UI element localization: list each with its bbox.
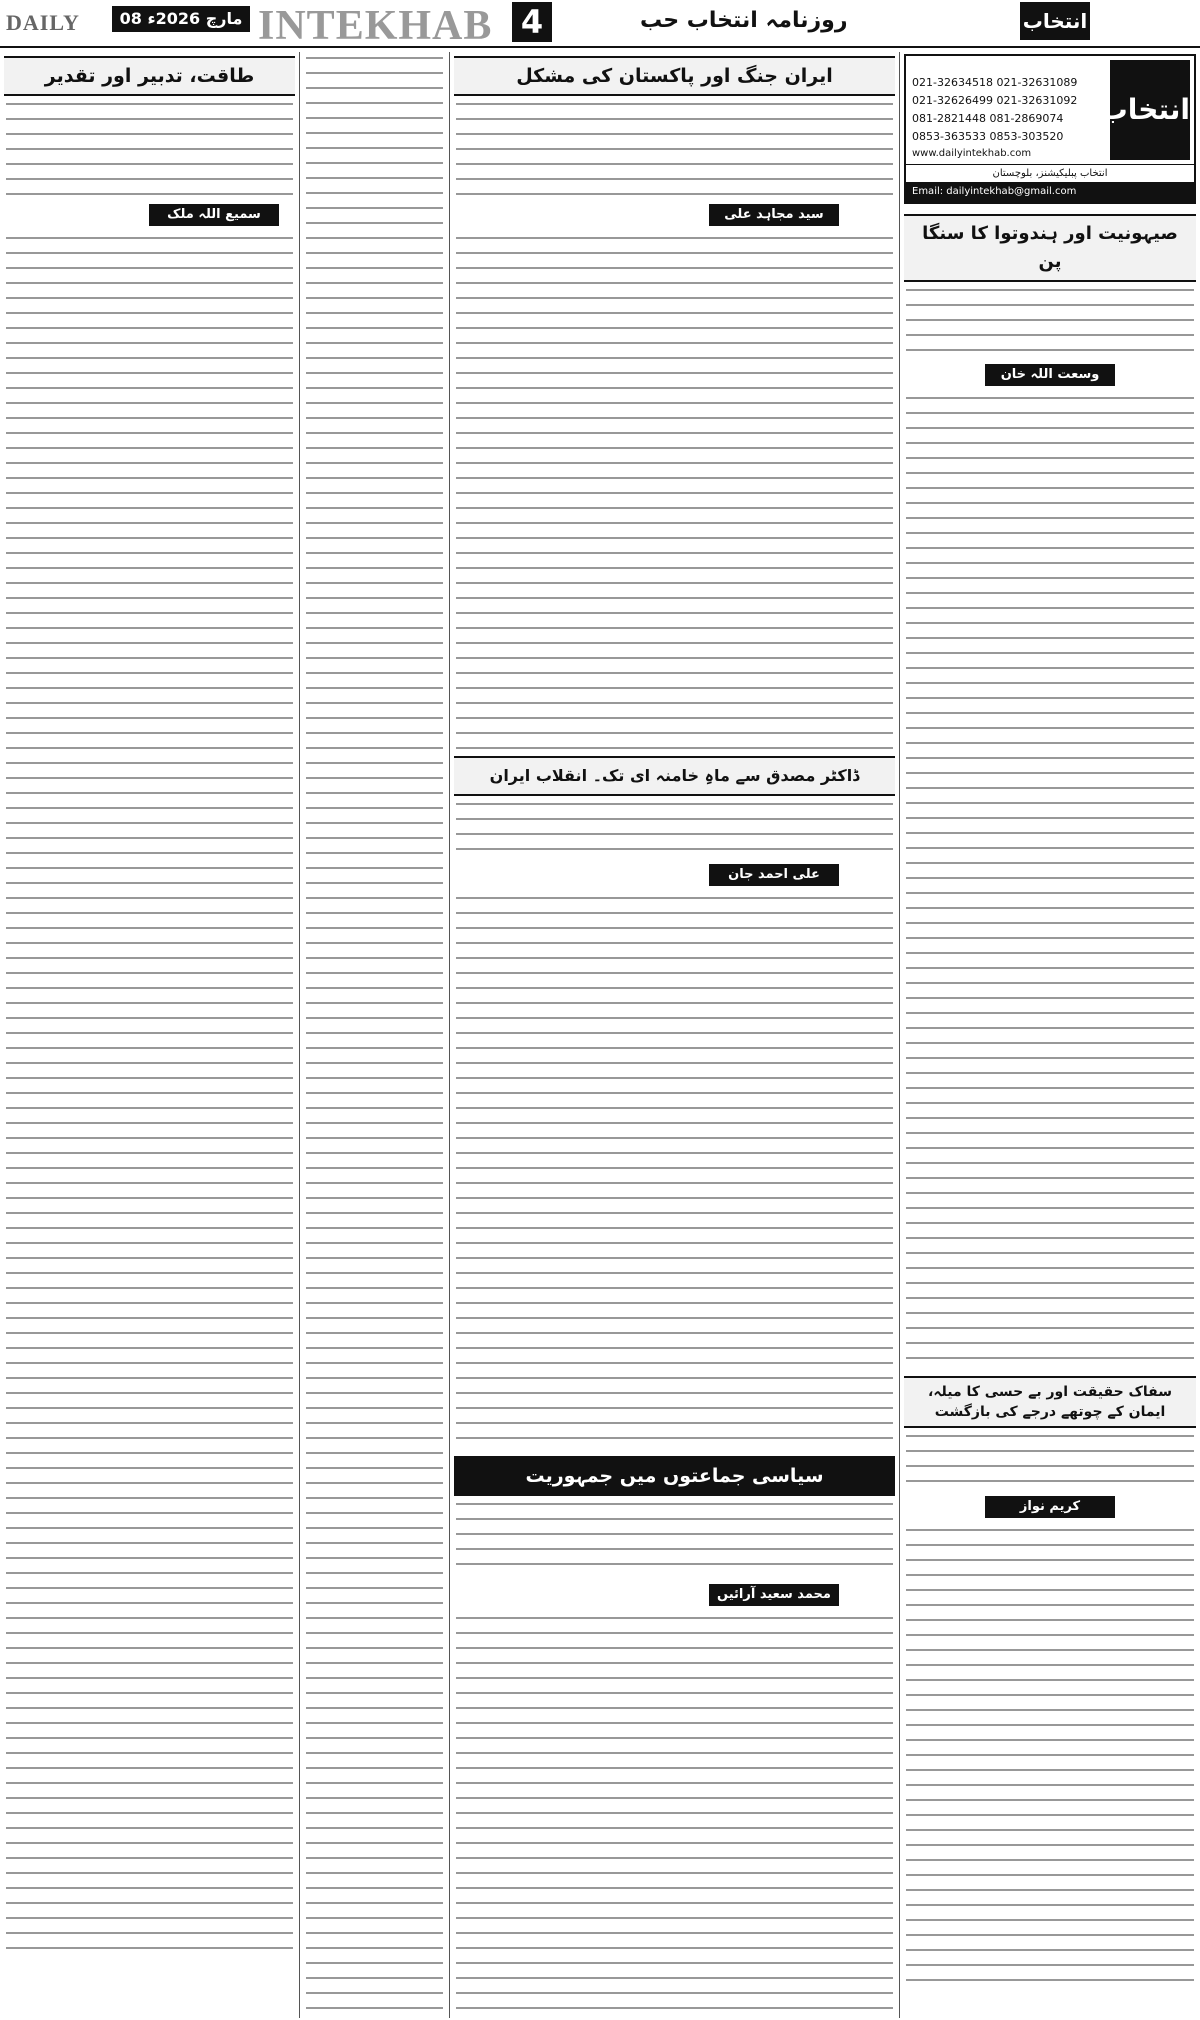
phones-quetta: 081-2821448 081-2869074 — [912, 112, 1064, 125]
urdu-title: روزنامہ انتخاب حب — [640, 8, 848, 33]
column-left — [0, 52, 300, 2018]
headline-brutal-reality: سفاک حقیقت اور بے حسی کا میلہ، ایمان کے چوتھے درجے کی بازگشت — [904, 1376, 1196, 1428]
column-middle — [450, 52, 900, 2018]
phones-karachi: 021-32634518 021-32631089 — [912, 76, 1078, 89]
byline-ali-ahmed-jan: علی احمد جان — [709, 864, 839, 886]
daily-label: DAILY — [6, 10, 80, 35]
column-right — [900, 52, 1200, 2018]
byline-samiullah: سمیع اللہ ملک — [149, 204, 279, 226]
byline-saeed-arain: محمد سعید آرائیں — [709, 1584, 839, 1606]
website: www.dailyintekhab.com — [912, 148, 1032, 159]
continued-body — [300, 52, 449, 2012]
article-body-democracy — [450, 1612, 899, 2018]
headline-democracy: سیاسی جماعتوں میں جمہوریت — [454, 1456, 895, 1496]
page-header — [0, 0, 1200, 48]
column-second — [300, 52, 450, 2018]
phones-hub: 0853-363533 0853-303520 — [912, 130, 1064, 143]
article-body-power — [0, 232, 299, 1952]
headline-zionism: صیہونیت اور ہندوتوا کا سنگا پن — [904, 214, 1196, 282]
page-number: 4 — [512, 2, 552, 42]
article-body-zionism — [900, 392, 1200, 1372]
article-body-brutal-reality — [900, 1524, 1200, 1984]
address: انتخاب پبلیکیشنز، بلوچستان — [906, 164, 1194, 182]
byline-mujahid-ali: سید مجاہد علی — [709, 204, 839, 226]
issue-date: 08 مارچ 2026ء — [112, 6, 250, 32]
article-body-mossadegh — [450, 892, 899, 1452]
phones-karachi-2: 021-32626499 021-32631092 — [912, 94, 1078, 107]
masthead — [904, 54, 1196, 204]
byline-karim-nawaz: کریم نواز — [985, 1496, 1115, 1518]
article-body-iran-war — [450, 232, 899, 752]
newspaper-name: INTEKHAB — [258, 3, 493, 49]
byline-wusatullah: وسعت اللہ خان — [985, 364, 1115, 386]
masthead-logo: انتخاب — [1110, 60, 1190, 160]
headline-power: طاقت، تدبیر اور تقدیر — [4, 56, 295, 96]
headline-iran-war: ایران جنگ اور پاکستان کی مشکل — [454, 56, 895, 96]
email: Email: dailyintekhab@gmail.com — [906, 182, 1194, 202]
header-logo: انتخاب — [1020, 2, 1090, 40]
headline-mossadegh: ڈاکٹر مصدق سے ماہِ خامنہ ای تک۔ انقلاب ایران — [454, 756, 895, 796]
